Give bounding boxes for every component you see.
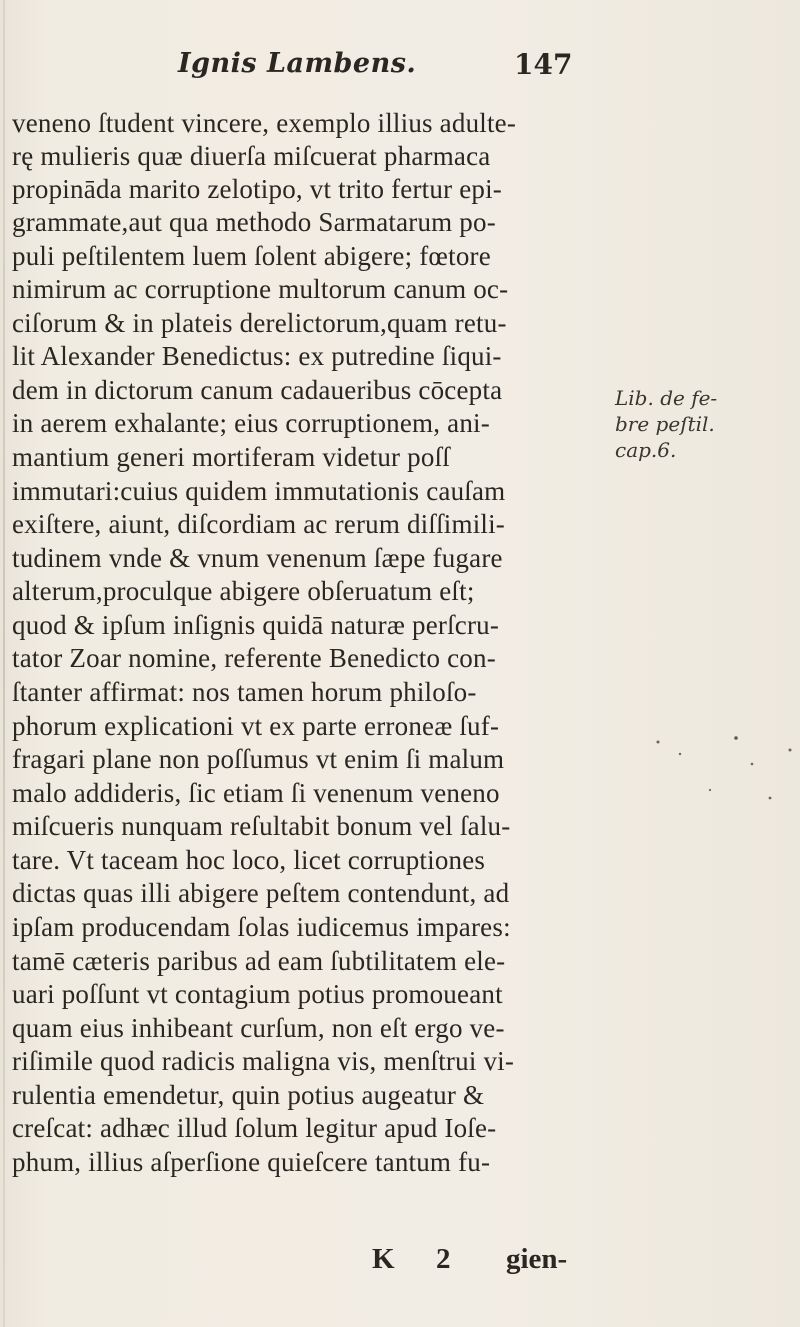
speck	[769, 797, 772, 800]
marginal-note-line: bre peſtil.	[615, 412, 715, 436]
text-line: miſcueris nunquam reſultabit bonum vel ſalu-	[12, 811, 511, 841]
text-line: mantium generi mortiferam videtur poſſ	[12, 442, 450, 472]
text-line: dictas quas illi abigere peſtem contendunt, ad	[12, 878, 510, 908]
text-line: uari poſſunt vt contagium potius promoueant	[12, 979, 503, 1009]
page-number: 147	[514, 48, 573, 81]
speck	[789, 749, 792, 752]
text-line: creſcat: adhæc illud ſolum legitur apud Ioſe-	[12, 1113, 497, 1143]
text-line: immutari:cuius quidem immutationis cauſam	[12, 476, 506, 506]
marginal-note-line: cap.6.	[615, 438, 677, 462]
text-line: alterum,proculque abigere obſeruatum eſt;	[12, 576, 475, 606]
speck	[751, 763, 754, 766]
text-line: fragari plane non poſſumus vt enim ſi malum	[12, 744, 505, 774]
text-line: grammate,aut qua methodo Sarmatarum po-	[12, 207, 496, 237]
text-line: ciſorum & in plateis derelictorum,quam retu-	[12, 308, 507, 338]
ink-specks	[640, 720, 800, 830]
text-line: exiſtere, aiunt, diſcordiam ac rerum diſſimili-	[12, 509, 505, 539]
text-line: in aerem exhalante; eius corruptionem, ani-	[12, 408, 490, 438]
signature-mark: K	[372, 1243, 395, 1275]
text-line: dem in dictorum canum cadaueribus cōcepta	[12, 375, 503, 405]
text-line: malo addideris, ſic etiam ſi venenum veneno	[12, 778, 500, 808]
text-line: phum, illius aſperſione quieſcere tantum fu-	[12, 1147, 491, 1177]
speck	[734, 736, 738, 740]
text-line: rulentia emendetur, quin potius augeatur &	[12, 1080, 485, 1110]
running-title: Ignis Lambens.	[178, 48, 417, 79]
text-line: ſtanter affirmat: nos tamen horum philoſo-	[12, 677, 477, 707]
text-line: quam eius inhibeant curſum, non eſt ergo ve-	[12, 1013, 505, 1043]
signature-number: 2	[436, 1243, 451, 1275]
text-line: tare. Vt taceam hoc loco, licet corruptiones	[12, 845, 486, 875]
text-line: lit Alexander Benedictus: ex putredine ſiqui-	[12, 341, 502, 371]
text-line: ipſam producendam ſolas iudicemus impares:	[12, 912, 511, 942]
text-line: rę mulieris quæ diuerſa miſcuerat pharmaca	[12, 141, 491, 171]
text-line: phorum explicationi vt ex parte erroneæ ſuf-	[12, 711, 500, 741]
text-line: tamē cæteris paribus ad eam ſubtilitatem ele-	[12, 946, 506, 976]
text-line: tator Zoar nomine, referente Benedicto con-	[12, 643, 496, 673]
running-head	[0, 40, 800, 100]
catchword: gien-	[506, 1243, 568, 1275]
text-line: tudinem vnde & vnum venenum ſæpe fugare	[12, 543, 503, 573]
speck	[709, 789, 711, 791]
marginal-note	[615, 385, 785, 463]
signature-line	[0, 1243, 800, 1283]
binding-gutter	[3, 0, 5, 1327]
marginal-note-line: Lib. de fe-	[615, 386, 718, 410]
text-line: veneno ſtudent vincere, exemplo illius adulte-	[12, 108, 517, 138]
speck	[657, 741, 660, 744]
text-line: puli peſtilentem luem ſolent abigere; fœtore	[12, 241, 491, 271]
speck	[679, 753, 681, 755]
text-line: nimirum ac corruptione multorum canum oc-	[12, 274, 509, 304]
text-line: propināda marito zelotipo, vt trito fertur epi-	[12, 174, 502, 204]
text-line: riſimile quod radicis maligna vis, menſtrui vi-	[12, 1046, 515, 1076]
text-line: quod & ipſum inſignis quidā naturæ perſcru-	[12, 610, 500, 640]
